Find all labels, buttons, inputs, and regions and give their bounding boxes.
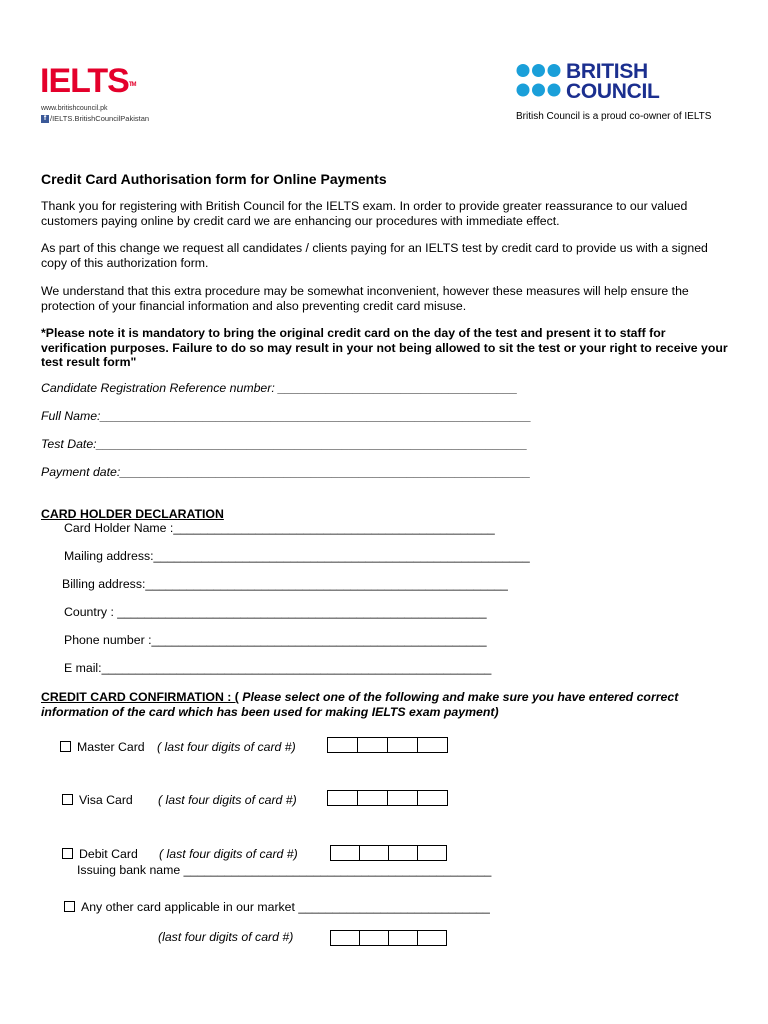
master-card-checkbox[interactable] — [60, 741, 71, 752]
other-card-digits-input[interactable] — [330, 930, 447, 946]
page-title: Credit Card Authorisation form for Online Payments — [41, 171, 387, 187]
facebook-text: /IELTS.BritishCouncilPakistan — [50, 114, 150, 123]
mailing-address-field[interactable]: Mailing address:_______________________________________________________ — [64, 549, 530, 563]
registration-reference-field[interactable]: Candidate Registration Reference number: ___________________________________ — [41, 381, 518, 395]
cardholder-heading: CARD HOLDER DECLARATION — [41, 507, 224, 521]
visa-card-checkbox[interactable] — [62, 794, 73, 805]
debit-card-digits-input[interactable] — [330, 845, 447, 861]
debit-card-option[interactable]: Debit Card — [62, 847, 138, 861]
master-card-option[interactable]: Master Card — [60, 740, 145, 754]
cardholder-name-field[interactable]: Card Holder Name :_______________________________________________ — [64, 521, 495, 535]
other-card-digits-label: (last four digits of card #) — [158, 930, 294, 944]
bc-tagline: British Council is a proud co-owner of IELTS — [516, 111, 712, 122]
test-date-field[interactable]: Test Date:_______________________________________________________________ — [41, 437, 528, 451]
payment-date-field[interactable]: Payment date:____________________________________________________________ — [41, 465, 531, 479]
visa-card-digits-input[interactable] — [327, 790, 448, 806]
mandatory-note: *Please note it is mandatory to bring the original credit card on the day of the test and present it to staff for verification purposes. Failure to do so may result in your not being allowed to sit the test or your right to receive your test result form" — [41, 326, 728, 369]
full-name-field[interactable]: Full Name:_______________________________________________________________ — [41, 409, 532, 423]
website-text: www.britishcouncil.pk — [41, 105, 108, 112]
intro-paragraph: Thank you for registering with British Council for the IELTS exam. In order to provide greater reassurance to our valued customers paying online by credit card we are enhancing our procedures with immediate effect. — [41, 199, 688, 228]
phone-field[interactable]: Phone number :_________________________________________________ — [64, 633, 487, 647]
billing-address-field[interactable]: Billing address:_____________________________________________________ — [62, 577, 508, 591]
debit-card-digits-label: ( last four digits of card #) — [159, 847, 298, 861]
card-confirmation-heading: CREDIT CARD CONFIRMATION : ( Please select one of the following and make sure you have entered correct information of the card which has been used for making IELTS exam payment) — [41, 690, 679, 719]
facebook-link — [41, 114, 149, 123]
other-card-option[interactable]: Any other card applicable in our market ____________________________ — [64, 900, 490, 914]
other-card-checkbox[interactable] — [64, 901, 75, 912]
master-card-digits-input[interactable] — [327, 737, 448, 753]
british-council-dots-icon — [516, 63, 562, 103]
facebook-icon: f — [41, 115, 49, 123]
procedure-paragraph: We understand that this extra procedure may be somewhat inconvenient, however these measures will help ensure the protection of your financial information and also preventing credit card misuse. — [41, 284, 689, 313]
ielts-logo: IELTS™ — [40, 62, 136, 100]
master-card-digits-label: ( last four digits of card #) — [157, 740, 296, 754]
visa-card-option[interactable]: Visa Card — [62, 793, 133, 807]
issuing-bank-field[interactable]: Issuing bank name _____________________________________________ — [77, 863, 492, 877]
email-field[interactable]: E mail:_________________________________________________________ — [64, 661, 492, 675]
change-paragraph: As part of this change we request all candidates / clients paying for an IELTS test by credit card to provide us with a signed copy of this authorization form. — [41, 241, 708, 270]
british-council-logo: BRITISH COUNCIL — [566, 60, 660, 103]
debit-card-checkbox[interactable] — [62, 848, 73, 859]
visa-card-digits-label: ( last four digits of card #) — [158, 793, 297, 807]
country-field[interactable]: Country : ______________________________________________________ — [64, 605, 487, 619]
